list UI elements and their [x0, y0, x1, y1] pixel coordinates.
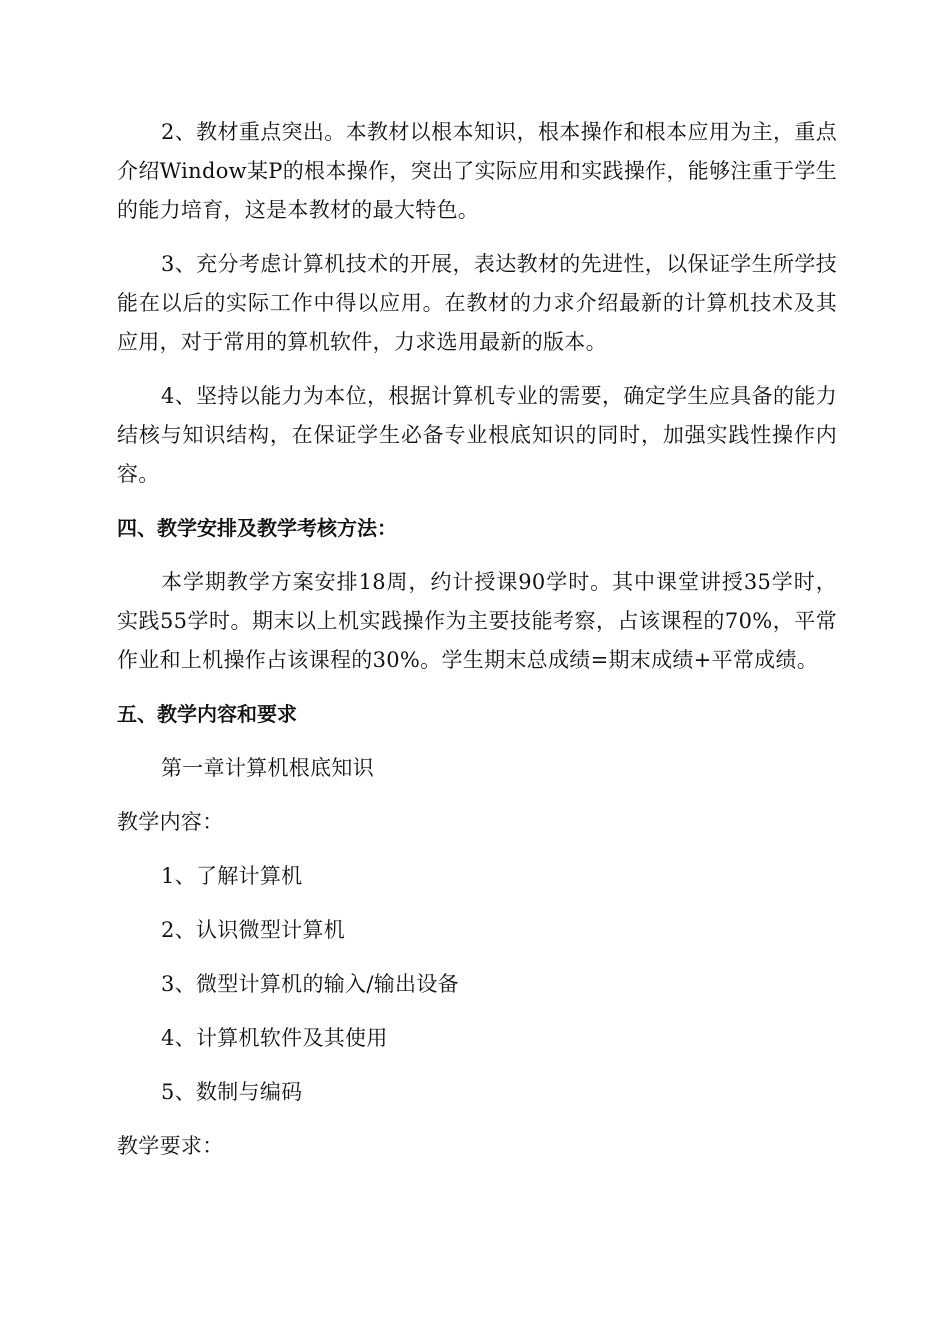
document-body: [117, 113, 837, 1181]
teaching-content-label: 教学内容：: [117, 810, 224, 834]
teaching-requirements-label: 教学要求：: [117, 1134, 224, 1158]
chapter-title: 第一章计算机根底知识: [161, 756, 374, 780]
paragraph-feature-2: 2、教材重点突出。本教材以根本知识，根本操作和根本应用为主，重点介绍Window某P的根本操作，突出了实际应用和实践操作，能够注重于学生的能力培育，这是本教材的最大特色。: [117, 120, 837, 222]
paragraph-teaching-arrangement: 本学期教学方案安排18周，约计授课90学时。其中课堂讲授35学时，实践55学时。期末以上机实践操作为主要技能考察，占该课程的70%，平常作业和上机操作占该课程的30%。学生期末总成绩=期末成绩+平常成绩。: [117, 570, 837, 672]
list-item: 5、数制与编码: [161, 1080, 303, 1104]
list-item: 4、计算机软件及其使用: [161, 1026, 388, 1050]
list-item: 3、微型计算机的输入/输出设备: [161, 972, 459, 996]
list-item: 1、了解计算机: [161, 864, 303, 888]
paragraph-feature-4: 4、坚持以能力为本位，根据计算机专业的需要，确定学生应具备的能力结核与知识结构，在保证学生必备专业根底知识的同时，加强实践性操作内容。: [117, 384, 837, 486]
section-heading-teaching-arrangement: 四、教学安排及教学考核方法：: [117, 516, 397, 540]
paragraph-feature-3: 3、充分考虑计算机技术的开展，表达教材的先进性，以保证学生所学技能在以后的实际工作中得以应用。在教材的力求介绍最新的计算机技术及其应用，对于常用的算机软件，力求选用最新的版本。: [117, 252, 837, 354]
list-item: 2、认识微型计算机: [161, 918, 346, 942]
section-heading-teaching-content: 五、教学内容和要求: [117, 702, 297, 726]
